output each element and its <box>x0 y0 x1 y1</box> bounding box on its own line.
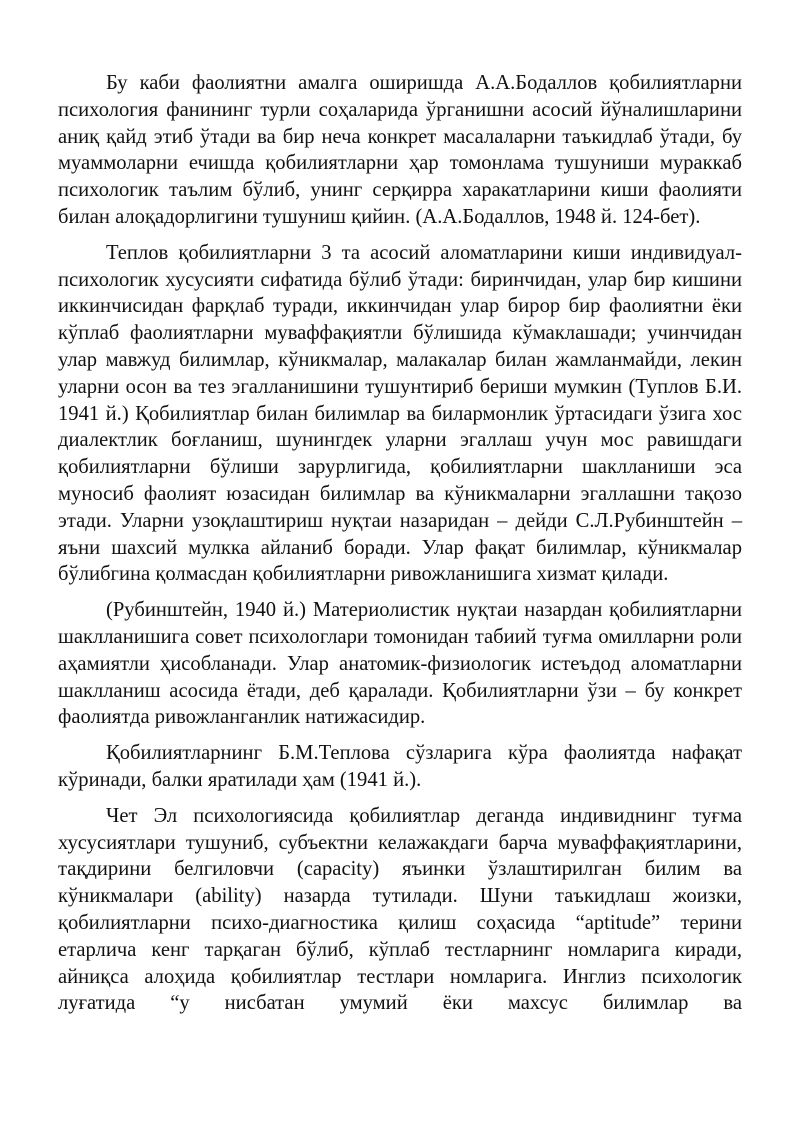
paragraph-rubinstein: (Рубинштейн, 1940 й.) Материолистик нуқтаи назардан қобилиятларни шаклланишига совет психологлари томонидан табиий туғма омилларни роли аҳамиятли ҳисобланади. Улар анатомик-физиологик истеъдод аломатларни шаклланиш асосида ётади, деб қаралади. Қобилиятларни ўзи – бу конкрет фаолиятда ривожланганлик натижасидир. <box>58 599 742 729</box>
paragraph-teplov-quote: Қобилиятларнинг Б.М.Теплова сўзларига кўра фаолиятда нафақат кўринади, балки яратилади ҳам (1941 й.). <box>58 742 742 791</box>
paragraph-bodallov: Бу каби фаолиятни амалга оширишда А.А.Бодаллов қобилиятларни психология фанининг турли соҳаларида ўрганишни асосий йўналишларини аниқ қайд этиб ўтади ва бир неча конкрет масалаларни таъкидлаб ўтади, бу муаммоларни ечишда қобилиятларни ҳар томонлама тушуниши мураккаб психологик таълим бўлиб, унинг серқирра харакатларини киши фаолияти билан алоқадорлигини тушуниш қийин. (А.А.Бодаллов, 1948 й. 124-бет). <box>58 72 742 228</box>
paragraph-foreign-psychology: Чет Эл психологиясида қобилиятлар деганда индивиднинг туғма хусусиятлари тушуниб, субъектни келажакдаги барча муваффақиятларини, тақдирини белгиловчи (capacity) яъинки ўзлаштирилган билим ва кўникмалари (ability) назарда тутилади. Шуни таъкидлаш жоизки, қобилиятларни психо-диагностика қилиш соҳасида “aptitude” терини етарлича кенг тарқаган бўлиб, кўплаб тестларнинг номларига киради, айниқса алоҳида қобилиятлар тестлари номларига. Инглиз психологик луғатида “у нисбатан умумий ёки махсус билимлар ва <box>58 804 742 1015</box>
document-page <box>58 70 742 1017</box>
paragraph-teplov-signs: Теплов қобилиятларни 3 та асосий аломатларини киши индивидуал-психологик хусусияти сифатида бўлиб ўтади: биринчидан, улар бир кишини иккинчисидан фарқлаб туради, иккинчидан улар бирор бир фаолиятни ёки кўплаб фаолиятларни муваффақиятли бўлишида кўмаклашади; учинчидан улар мавжуд билимлар, кўникмалар, малакалар билан жамланмайди, лекин уларни осон ва тез эгалланишини тушунтириб бериши мумкин (Туплов Б.И. 1941 й.) Қобилиятлар билан билимлар ва билармонлик ўртасидаги ўзига хос диалектлик боғланиш, шунингдек уларни эгаллаш учун мос равишдаги қобилиятларни бўлиши зарурлигида, қобилиятларни шаклланиши эса муносиб фаолият юзасидан билимлар ва кўникмаларни эгаллашни тақозо этади. Уларни узоқлаштириш нуқтаи назаридан – дейди С.Л.Рубинштейн – яъни шахсий мулкка айланиб боради. Улар фақат билимлар, кўникмалар бўлибгина қолмасдан қобилиятларни ривожланишига хизмат қилади. <box>58 241 742 586</box>
